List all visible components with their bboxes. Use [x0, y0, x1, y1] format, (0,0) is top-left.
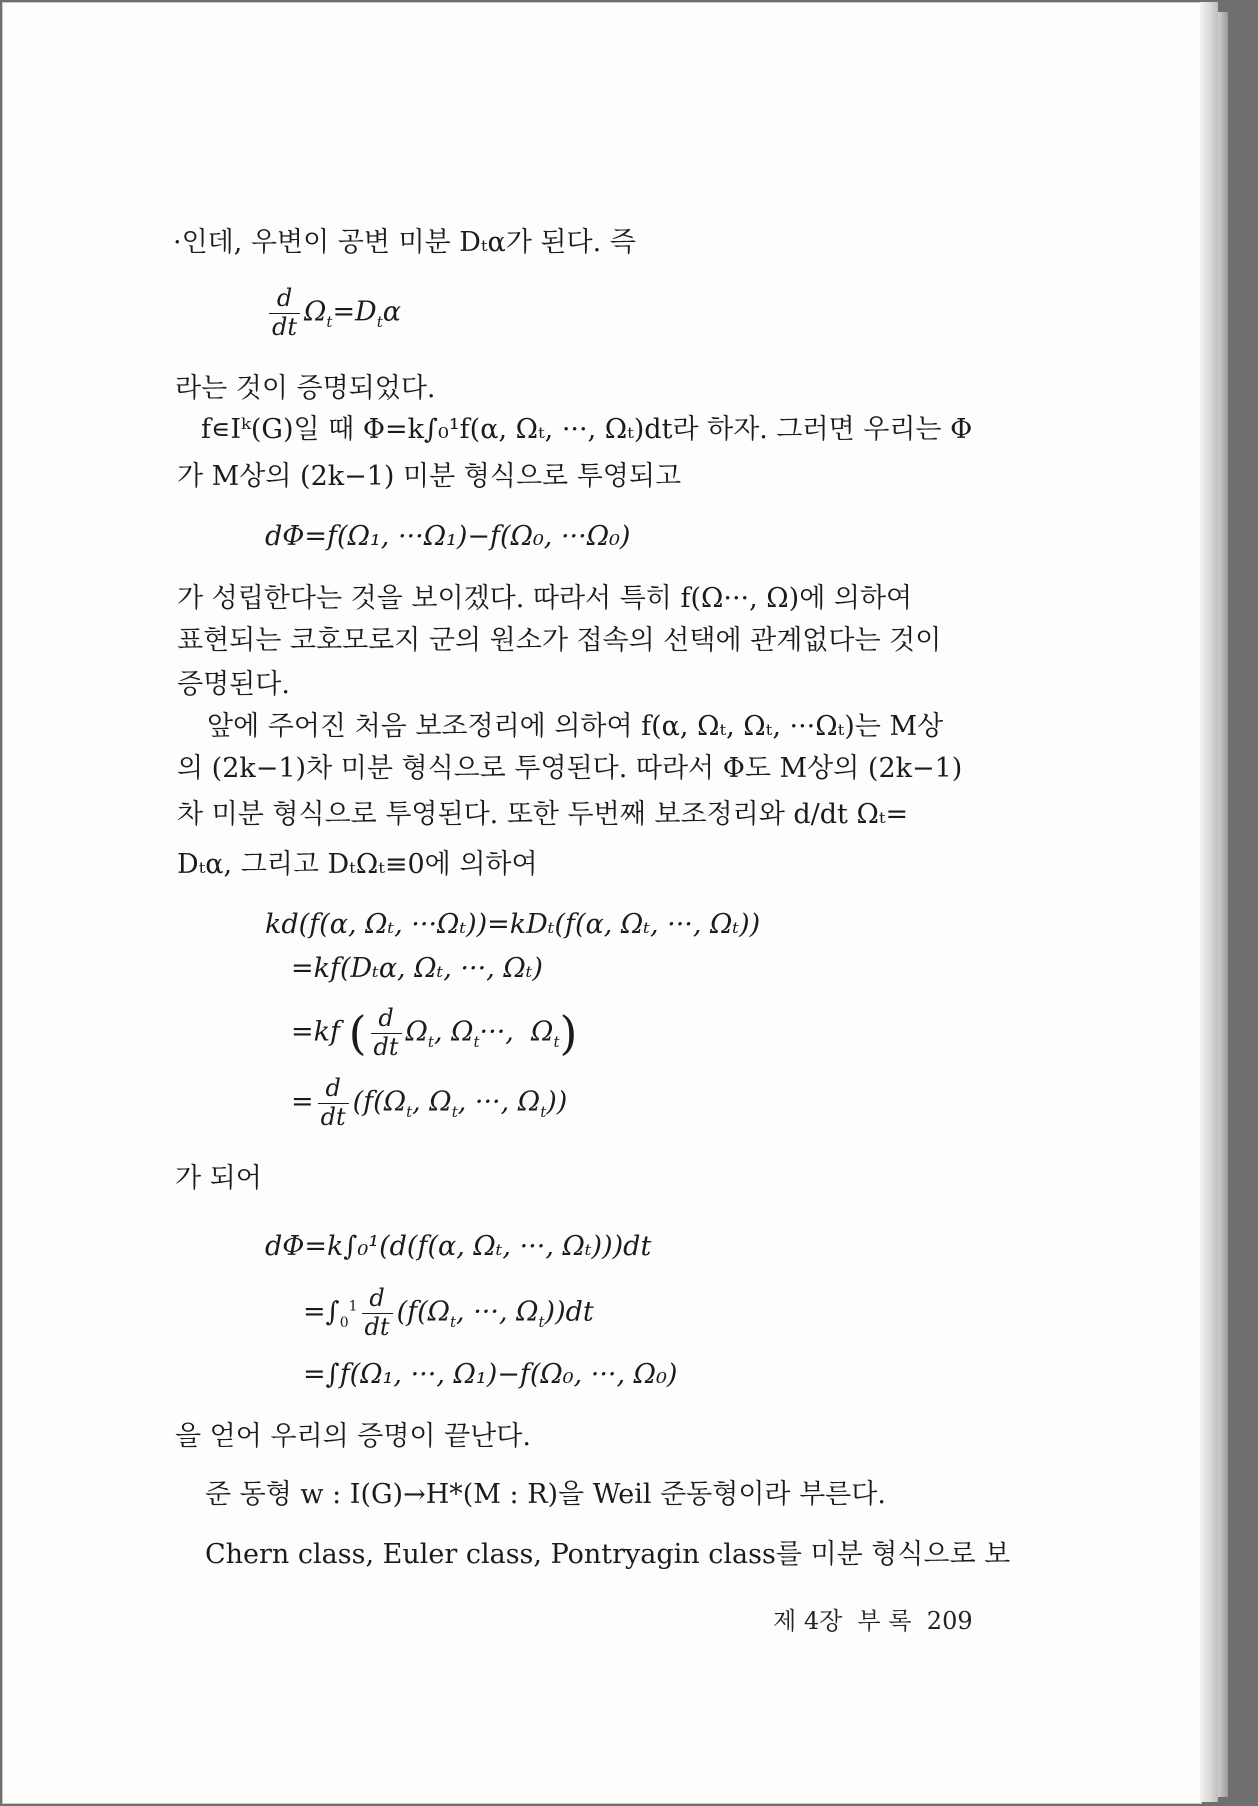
- text-line-7: 증명된다.: [177, 669, 290, 700]
- text-line-12: 가 되어: [175, 1163, 262, 1194]
- text-line-4: 가 M상의 (2k−1) 미분 형식으로 투영되고: [177, 461, 682, 492]
- page-number: 209: [926, 1607, 973, 1635]
- text-line-11: Dₜα, 그리고 DₜΩₜ≡0에 의하여: [177, 849, 538, 880]
- chapter-label: 제 4장 부 록: [773, 1607, 912, 1635]
- text-line-10: 차 미분 형식으로 투영된다. 또한 두번째 보조정리와 d/dt Ωₜ=: [177, 799, 909, 830]
- page-footer: [773, 1601, 973, 1636]
- equation-1: $\frac{d}{dt}$ $\Omega_t=D_t\alpha$: [265, 285, 401, 341]
- text-line-5: 가 성립한다는 것을 보이겠다. 따라서 특히 f(Ω···, Ω)에 의하여: [177, 583, 913, 614]
- text-line-2: 라는 것이 증명되었다.: [175, 373, 436, 404]
- equation-4-line-1: dΦ=k∫₀¹(d(f(α, Ωₜ, ···, Ωₜ)))dt: [265, 1231, 652, 1262]
- equation-4-line-2: $=\int_0^1$ $\frac{d}{dt}$ ($f(\Omega_t$, ···, $\Omega_t))dt$: [303, 1284, 594, 1341]
- equation-3-line-3: =kf ( $\frac{d}{dt}$ $\Omega_t$, $\Omega_t\cdot\cdot\cdot$, $\Omega_t$): [291, 1004, 578, 1061]
- text-line-9: 의 (2k−1)차 미분 형식으로 투영된다. 따라서 Φ도 M상의 (2k−1): [177, 753, 963, 784]
- equation-3-line-1: kd(f(α, Ωₜ, ···Ωₜ))=kDₜ(f(α, Ωₜ, ···, Ωₜ)): [265, 909, 761, 940]
- text-line-15: Chern class, Euler class, Pontryagin class를 미분 형식으로 보: [205, 1539, 1011, 1570]
- equation-3-line-4: = $\frac{d}{dt}$ ($f(\Omega_t$, $\Omega_t$, ···, $\Omega_t$)): [291, 1074, 568, 1131]
- text-line-8: 앞에 주어진 처음 보조정리에 의하여 f(α, Ωₜ, Ωₜ, ···Ωₜ)는 M상: [207, 711, 944, 742]
- page-edge-shadow: [1200, 2, 1218, 1802]
- text-line-13: 을 얻어 우리의 증명이 끝난다.: [175, 1421, 531, 1452]
- text-line-1: ·인데, 우변이 공변 미분 Dₜα가 된다. 즉: [173, 227, 636, 258]
- text-line-3: f∊Iᵏ(G)일 때 Φ=k∫₀¹f(α, Ωₜ, ···, Ωₜ)dt라 하자. 그러면 우리는 Φ: [201, 414, 973, 445]
- equation-4-line-3: =∫f(Ω₁, ···, Ω₁)−f(Ω₀, ···, Ω₀): [303, 1359, 678, 1390]
- book-page: [2, 2, 1202, 1804]
- equation-3-line-2: =kf(Dₜα, Ωₜ, ···, Ωₜ): [291, 953, 543, 984]
- text-line-6: 표현되는 코호모로지 군의 원소가 접속의 선택에 관계없다는 것이: [177, 625, 942, 656]
- page-stack-edge: [1218, 12, 1228, 1797]
- equation-2: dΦ=f(Ω₁, ···Ω₁)−f(Ω₀, ···Ω₀): [265, 521, 631, 552]
- text-line-14: 준 동형 w : I(G)→H*(M : R)을 Weil 준동형이라 부른다.: [205, 1479, 886, 1510]
